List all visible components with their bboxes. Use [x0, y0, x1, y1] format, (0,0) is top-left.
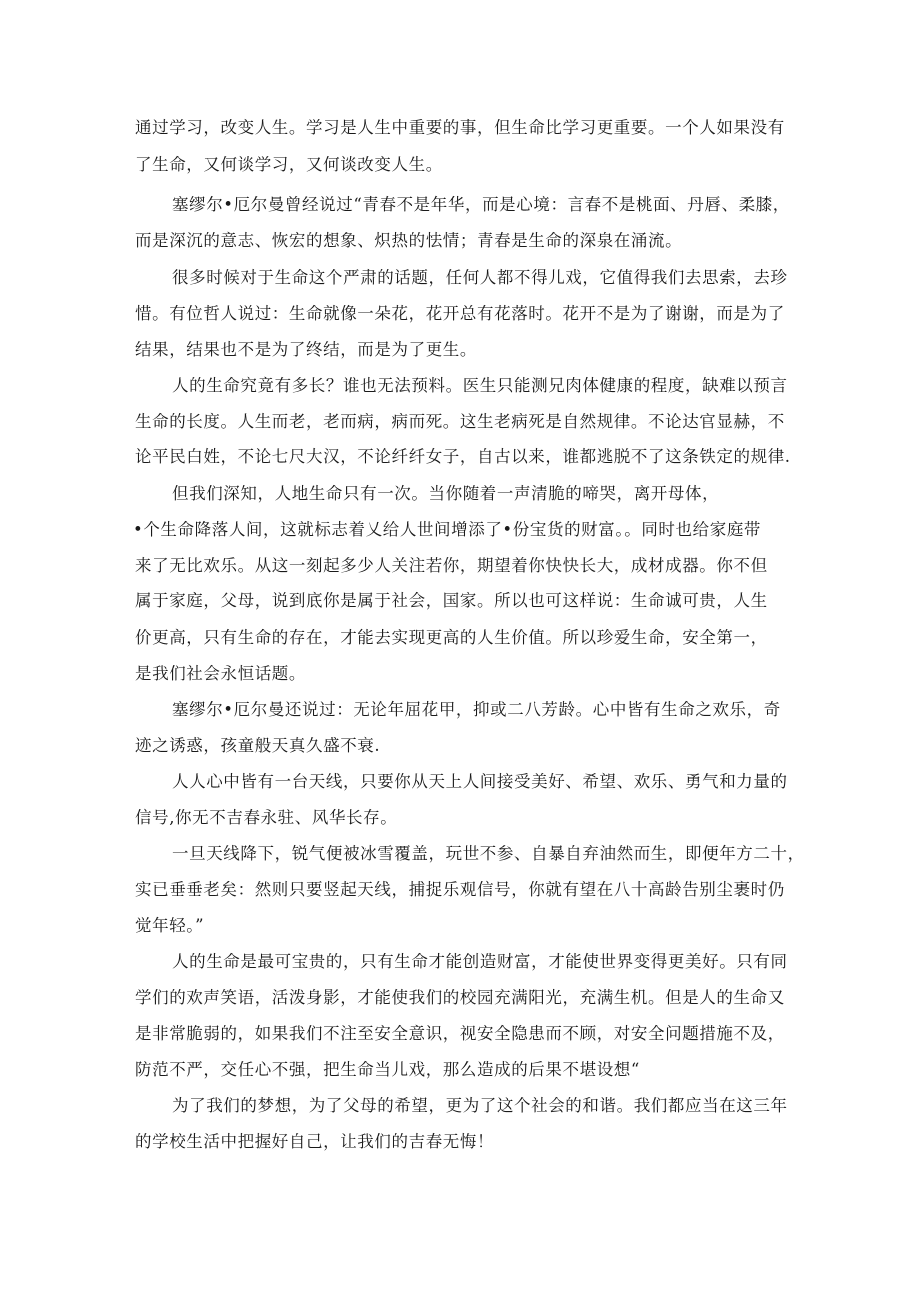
text-line: 了生命，又何谈学习，又何谈改变人生。 — [135, 155, 443, 174]
text-line: 来了无比欢乐。从这一刻起多少人关注若你，期望着你快快长大，成材成器。你不但 — [135, 556, 768, 575]
text-line: 塞缪尔•厄尔曼曾经说过“青春不是年华，而是心境：言春不是桃面、丹唇、柔膝， — [172, 195, 790, 214]
text-line: 是非常脆弱的，如果我们不注至安全意识，视安全隐患而不顾，对安全问题措施不及， — [135, 1024, 785, 1043]
text-line: 人人心中皆有一台天线，只要你从天上人间接受美好、希望、欢乐、勇气和力量的 — [172, 772, 788, 791]
text-line: 论平民白姓，不论七尺大汉，不论纤纤女子，自古以来，谁都逃脱不了这条铁定的规律. — [135, 447, 791, 466]
text-line: 为了我们的梦想，为了父母的希望，更为了这个社会的和谐。我们都应当在这三年 — [172, 1096, 788, 1115]
text-line: 觉年轻。” — [135, 916, 205, 935]
text-line: 信号,你无不吉春永驻、风华长存。 — [135, 808, 398, 827]
text-line: 的学校生活中把握好自己，让我们的吉春无悔！ — [135, 1132, 495, 1151]
text-line: 价更高，只有生命的存在，才能去实现更高的人生价值。所以珍爱生命，安全第一， — [135, 628, 768, 647]
text-line: 结果，结果也不是为了终结，而是为了更生。 — [135, 340, 477, 359]
text-line: 迹之诱惑，孩童般天真久盛不衰. — [135, 736, 381, 755]
text-line: 防范不严，交任心不强，把生命当儿戏，那么造成的后果不堪设想“ — [135, 1060, 640, 1079]
text-line: 是我们社会永恒话题。 — [135, 664, 306, 683]
text-line: 但我们深知，人地生命只有一次。当你随着一声清脆的啼哭，离开母体， — [172, 484, 720, 503]
text-line: 生命的长度。人生而老，老而病，病而死。这生老病死是自然规律。不论达官显赫，不 — [135, 412, 785, 431]
text-line: 人的生命是最可宝贵的，只有生命才能创造财富，才能使世界变得更美好。只有同 — [172, 952, 788, 971]
text-line: 学们的欢声笑语，活泼身影，才能使我们的校园充满阳光，充满生机。但是人的生命又 — [135, 988, 785, 1007]
text-line: 属于家庭，父母，说到底你是属于社会，国家。所以也可这样说：生命诚可贵，人生 — [135, 591, 768, 610]
text-line: 一旦天线降下，锐气便被冰雪覆盖，玩世不参、自暴自弃油然而生，即便年方二十， — [172, 844, 805, 863]
text-line: 实已垂垂老矣：然则只要竖起天线，捕捉乐观信号，你就有望在八十高龄告别尘裹时仍 — [135, 880, 785, 899]
text-line: 塞缪尔•厄尔曼还说过：无论年屈花甲，抑或二八芳龄。心中皆有生命之欢乐，奇 — [172, 700, 781, 719]
text-line: 人的生命究竟有多长？谁也无法预料。医生只能测兄肉体健康的程度，缺难以预言 — [172, 376, 788, 395]
text-line: •个生命降落人间，这就标志着乂给人世间增添了•份宝货的财富。。同时也给家庭带 — [133, 520, 762, 539]
text-line: 通过学习，改变人生。学习是人生中重要的事，但生命比学习更重要。一个人如果没有 — [135, 118, 785, 137]
text-line: 很多时候对于生命这个严肃的话题，任何人都不得儿戏，它值得我们去思索，去珍 — [172, 268, 788, 287]
text-line: 而是深沉的意志、恢宏的想象、炽热的怯情；青春是生命的深泉在涌流。 — [135, 231, 683, 250]
text-line: 惜。有位哲人说过：生命就像一朵花，花开总有花落时。花开不是为了谢谢，而是为了 — [135, 304, 785, 323]
